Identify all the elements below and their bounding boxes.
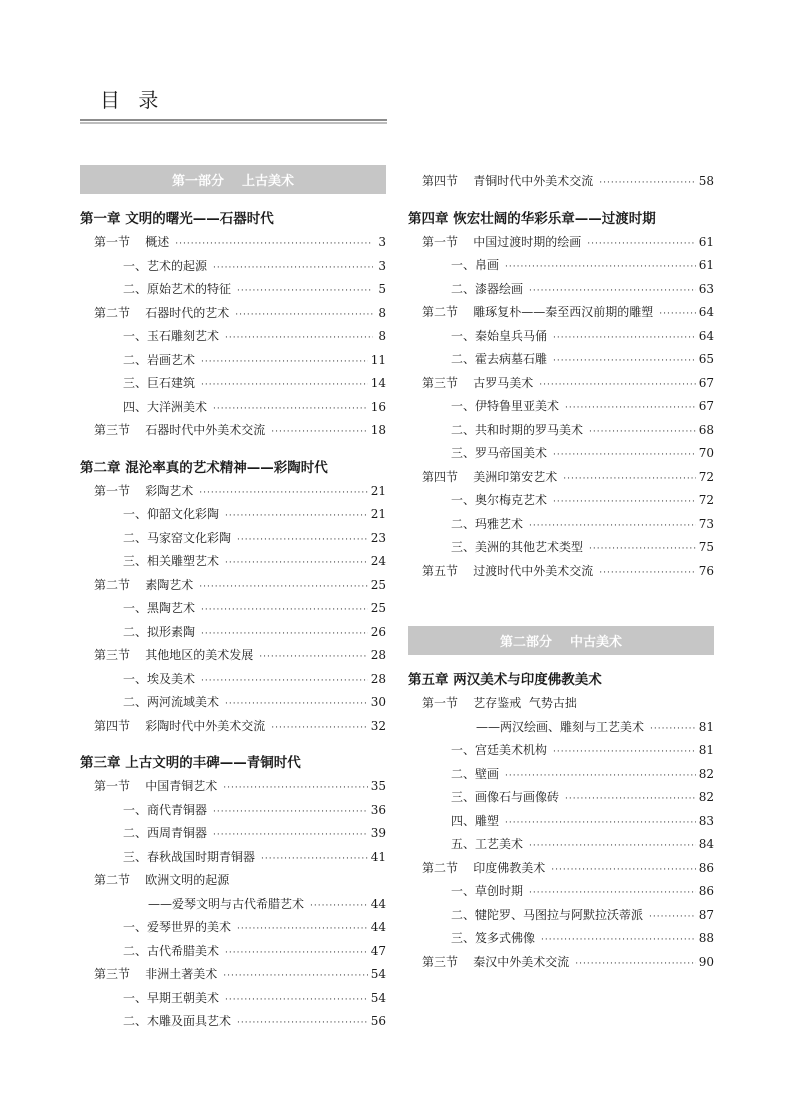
part-heading-label: 第一部分 上古美术 xyxy=(171,174,295,189)
page-number: 8 xyxy=(378,329,386,343)
entry-label: 三、巨石建筑 xyxy=(123,376,196,390)
dot-leader xyxy=(237,1012,368,1036)
toc-section-entry[interactable] xyxy=(80,775,386,799)
page-number: 21 xyxy=(370,507,386,521)
toc-subsection-entry[interactable] xyxy=(408,904,714,928)
entry-label: 二、西周青铜器 xyxy=(123,826,208,840)
entry-label: 一、早期王朝美术 xyxy=(123,990,220,1005)
dot-leader xyxy=(529,280,696,304)
toc-subsection-entry[interactable] xyxy=(80,503,386,527)
toc-subsection-entry[interactable] xyxy=(80,940,386,964)
toc-subsection-entry[interactable] xyxy=(80,255,386,279)
toc-subsection-entry[interactable] xyxy=(80,349,386,373)
page-number: 44 xyxy=(370,896,386,911)
entry-label: 一、宫廷美术机构 xyxy=(451,743,548,757)
entry-label: 第三节 秦汉中外美术交流 xyxy=(422,954,570,969)
entry-label: 第二节 印度佛教美术 xyxy=(422,860,546,875)
page-number: 84 xyxy=(698,837,714,851)
toc-subsection-entry[interactable] xyxy=(408,536,714,560)
page-number: 83 xyxy=(698,813,714,828)
page-number: 67 xyxy=(698,375,714,390)
page-number: 67 xyxy=(698,399,714,413)
part-spacer xyxy=(408,583,714,626)
dot-leader xyxy=(225,552,368,576)
dot-leader xyxy=(199,482,367,506)
chapter-heading[interactable]: 第一章 文明的曙光——石器时代 xyxy=(80,211,274,227)
page-number: 36 xyxy=(370,802,386,817)
page-number: 82 xyxy=(698,790,714,804)
page-number: 88 xyxy=(698,931,714,945)
page-number: 61 xyxy=(698,234,714,249)
page-number: 63 xyxy=(698,281,714,296)
toc-section-entry[interactable] xyxy=(80,644,386,668)
dot-leader xyxy=(575,953,695,977)
entry-label: 二、两河流域美术 xyxy=(123,695,220,709)
entry-label: 二、古代希腊美术 xyxy=(123,943,220,958)
entry-label: 一、艺术的起源 xyxy=(123,258,208,273)
dot-leader xyxy=(553,327,696,351)
page-number: 81 xyxy=(698,719,714,734)
page-number: 5 xyxy=(378,282,386,296)
dot-leader xyxy=(237,918,368,942)
page-number: 39 xyxy=(370,826,386,840)
entry-label: 五、工艺美术 xyxy=(451,837,524,851)
entry-label: 三、罗马帝国美术 xyxy=(451,446,548,460)
page-title: 目 录 xyxy=(100,88,165,112)
page-number: 44 xyxy=(370,920,386,934)
page-number: 64 xyxy=(698,328,714,343)
dot-leader xyxy=(223,965,367,989)
toc-subsection-entry[interactable] xyxy=(80,846,386,870)
toc-subsection-entry[interactable] xyxy=(80,278,386,302)
entry-label: 一、埃及美术 xyxy=(123,671,196,686)
toc-section-entry[interactable] xyxy=(408,170,714,194)
page-number: 41 xyxy=(370,849,386,864)
dot-leader xyxy=(599,562,695,586)
dot-leader xyxy=(541,929,696,953)
page-number: 28 xyxy=(370,671,386,686)
dot-leader xyxy=(201,351,368,375)
toc-section-entry[interactable] xyxy=(80,231,386,255)
dot-leader xyxy=(213,824,368,848)
chapter-heading[interactable]: 第四章 恢宏壮阔的华彩乐章——过渡时期 xyxy=(408,210,656,227)
toc-subtitle-entry[interactable] xyxy=(80,893,386,917)
page-number: 73 xyxy=(698,516,714,531)
entry-label: 一、秦始皇兵马俑 xyxy=(451,328,548,343)
toc-section-entry[interactable] xyxy=(80,715,386,739)
dot-leader xyxy=(589,538,696,562)
page-number: 61 xyxy=(698,258,714,272)
toc-subsection-entry[interactable] xyxy=(80,527,386,551)
toc-section-entry[interactable] xyxy=(408,560,714,584)
entry-label: 第四节 美洲印第安艺术 xyxy=(422,469,558,484)
entry-label: 二、木雕及面具艺术 xyxy=(123,1014,232,1028)
page-number: 81 xyxy=(698,743,714,757)
page-number: 3 xyxy=(378,258,386,273)
dot-leader xyxy=(505,256,696,280)
toc-section-entry[interactable] xyxy=(80,419,386,443)
dot-leader xyxy=(565,788,696,812)
page-number: 64 xyxy=(698,305,714,319)
page-number: 23 xyxy=(370,530,386,545)
page-number: 86 xyxy=(698,884,714,898)
page-number: 16 xyxy=(370,399,386,414)
page-number: 24 xyxy=(370,554,386,568)
page-number: 25 xyxy=(370,577,386,592)
dot-leader xyxy=(201,670,368,694)
page-number: 14 xyxy=(370,376,386,390)
toc-section-entry[interactable] xyxy=(80,963,386,987)
toc-subsection-entry[interactable] xyxy=(408,513,714,537)
toc-section-entry[interactable] xyxy=(408,372,714,396)
chapter-heading[interactable]: 第二章 混沦率真的艺术精神——彩陶时代 xyxy=(80,459,328,476)
page-number: 68 xyxy=(698,422,714,437)
dot-leader xyxy=(225,505,368,529)
toc-section-entry[interactable] xyxy=(80,869,386,893)
dot-leader xyxy=(199,576,367,600)
toc-left-column xyxy=(80,165,386,1034)
entry-label: 二、马家窑文化彩陶 xyxy=(123,530,232,545)
page-number: 90 xyxy=(698,954,714,969)
dot-leader xyxy=(599,172,695,196)
entry-label: 二、岩画艺术 xyxy=(123,352,196,367)
page-number: 82 xyxy=(698,766,714,781)
dot-leader xyxy=(553,491,696,515)
toc-section-entry[interactable] xyxy=(408,857,714,881)
entry-label: 三、美洲的其他艺术类型 xyxy=(451,540,584,554)
dot-leader xyxy=(505,812,696,836)
dot-leader xyxy=(235,304,373,328)
dot-leader xyxy=(213,801,368,825)
entry-label: 一、仰韶文化彩陶 xyxy=(123,507,220,521)
toc-subsection-entry[interactable] xyxy=(80,325,386,349)
dot-leader xyxy=(175,233,373,257)
entry-label: 一、商代青铜器 xyxy=(123,802,208,817)
toc-subsection-entry[interactable] xyxy=(80,1010,386,1034)
entry-label: 三、画像石与画像砖 xyxy=(451,790,560,804)
toc-subsection-entry[interactable] xyxy=(80,822,386,846)
entry-label: 第二节 石器时代的艺术 xyxy=(94,305,230,320)
entry-label: 二、漆器绘画 xyxy=(451,281,524,296)
toc-subtitle-entry[interactable] xyxy=(408,716,714,740)
page-number: 75 xyxy=(698,540,714,554)
entry-label: 第一节 中国过渡时期的绘画 xyxy=(422,234,582,249)
dot-leader xyxy=(271,421,367,445)
toc-section-entry[interactable] xyxy=(408,231,714,255)
toc-subsection-entry[interactable] xyxy=(80,987,386,1011)
toc-subsection-entry[interactable] xyxy=(80,668,386,692)
entry-label: 第一节 中国青铜艺术 xyxy=(94,779,218,793)
toc-subsection-entry[interactable] xyxy=(408,763,714,787)
entry-label: 第三节 其他地区的美术发展 xyxy=(94,648,254,662)
toc-section-entry[interactable] xyxy=(408,692,714,716)
page-number: 72 xyxy=(698,493,714,507)
toc-subsection-entry[interactable] xyxy=(80,691,386,715)
toc-subsection-entry[interactable] xyxy=(80,621,386,645)
toc-subsection-entry[interactable] xyxy=(80,597,386,621)
chapter-heading[interactable]: 第三章 上古文明的丰碑——青铜时代 xyxy=(80,755,301,771)
dot-leader xyxy=(201,623,368,647)
dot-leader xyxy=(225,942,368,966)
chapter-heading[interactable]: 第五章 两汉美术与印度佛教美术 xyxy=(408,672,602,688)
toc-subsection-entry[interactable] xyxy=(80,396,386,420)
entry-label: 一、帛画 xyxy=(451,258,500,272)
page-number: 11 xyxy=(370,352,386,367)
toc-subsection-entry[interactable] xyxy=(408,395,714,419)
page-number: 47 xyxy=(370,943,386,958)
entry-label: 第二节 雕琢复朴——秦至西汉前期的雕塑 xyxy=(422,305,654,319)
entry-label: 一、奥尔梅克艺术 xyxy=(451,493,548,507)
entry-label: 第三节 石器时代中外美术交流 xyxy=(94,423,266,437)
entry-label: 一、爱琴世界的美术 xyxy=(123,920,232,934)
page-number: 56 xyxy=(370,1014,386,1028)
toc-right-column xyxy=(408,170,714,974)
dot-leader xyxy=(553,444,696,468)
dot-leader xyxy=(310,895,368,919)
dot-leader xyxy=(261,848,368,872)
entry-label: 第二节 欧洲文明的起源 xyxy=(94,873,230,887)
dot-leader xyxy=(225,693,368,717)
dot-leader xyxy=(553,741,696,765)
entry-label: 二、壁画 xyxy=(451,766,500,781)
page-number: 35 xyxy=(370,779,386,793)
toc-subsection-entry[interactable] xyxy=(408,348,714,372)
toc-subsection-entry[interactable] xyxy=(408,442,714,466)
entry-label: 第一节 彩陶艺术 xyxy=(94,483,194,498)
dot-leader xyxy=(213,398,368,422)
dot-leader xyxy=(563,468,695,492)
toc-subsection-entry[interactable] xyxy=(408,810,714,834)
entry-label: ——爱琴文明与古代希腊艺术 xyxy=(148,896,305,911)
entry-label: 一、玉石雕刻艺术 xyxy=(123,329,220,343)
entry-label: 二、玛雅艺术 xyxy=(451,516,524,531)
part-heading xyxy=(408,626,714,655)
entry-label: 第三节 古罗马美术 xyxy=(422,375,534,390)
toc-subsection-entry[interactable] xyxy=(408,739,714,763)
dot-leader xyxy=(201,374,368,398)
dot-leader xyxy=(225,327,373,351)
toc-section-entry[interactable] xyxy=(408,301,714,325)
page-number: 21 xyxy=(370,483,386,498)
page-number: 86 xyxy=(698,860,714,875)
page-number: 28 xyxy=(370,648,386,662)
entry-label: 第一节 概述 xyxy=(94,235,170,249)
toc-subsection-entry[interactable] xyxy=(80,916,386,940)
dot-leader xyxy=(565,397,696,421)
entry-label: ——两汉绘画、雕刻与工艺美术 xyxy=(476,719,645,734)
dot-leader xyxy=(650,718,696,742)
toc-subsection-entry[interactable] xyxy=(408,278,714,302)
dot-leader xyxy=(659,303,695,327)
page-number: 54 xyxy=(370,967,386,981)
toc-section-entry[interactable] xyxy=(408,951,714,975)
toc-section-entry[interactable] xyxy=(408,466,714,490)
entry-label: 三、相关雕塑艺术 xyxy=(123,554,220,568)
entry-label: 第四节 青铜时代中外美术交流 xyxy=(422,174,594,188)
page-number: 54 xyxy=(370,990,386,1005)
toc-subsection-entry[interactable] xyxy=(408,786,714,810)
entry-label: 二、拟形素陶 xyxy=(123,624,196,639)
toc-section-entry[interactable] xyxy=(80,302,386,326)
entry-label: 第三节 非洲土著美术 xyxy=(94,967,218,981)
dot-leader xyxy=(529,882,696,906)
page-number: 87 xyxy=(698,907,714,922)
dot-leader xyxy=(649,906,696,930)
entry-label: 二、霍去病墓石雕 xyxy=(451,352,548,366)
dot-leader xyxy=(505,765,696,789)
part-heading-label: 第二部分 中古美术 xyxy=(499,635,623,650)
entry-label: 第一节 艺存鉴戒 气势古拙 xyxy=(422,696,577,710)
entry-label: 二、原始艺术的特征 xyxy=(123,282,232,296)
toc-subsection-entry[interactable] xyxy=(408,880,714,904)
page-number: 26 xyxy=(370,624,386,639)
toc-subsection-entry[interactable] xyxy=(80,372,386,396)
entry-label: 第四节 彩陶时代中外美术交流 xyxy=(94,718,266,733)
dot-leader xyxy=(223,777,367,801)
dot-leader xyxy=(213,257,373,281)
toc-subsection-entry[interactable] xyxy=(80,799,386,823)
dot-leader xyxy=(259,646,367,670)
entry-label: 一、草创时期 xyxy=(451,884,524,898)
toc-section-entry[interactable] xyxy=(80,480,386,504)
entry-label: 二、共和时期的罗马美术 xyxy=(451,422,584,437)
toc-subsection-entry[interactable] xyxy=(80,550,386,574)
dot-leader xyxy=(237,280,373,304)
title-divider xyxy=(80,119,387,124)
dot-leader xyxy=(271,717,367,741)
page-number: 18 xyxy=(370,423,386,437)
entry-label: 二、犍陀罗、马图拉与阿默拉沃蒂派 xyxy=(451,907,644,922)
page-number: 32 xyxy=(370,718,386,733)
toc-subsection-entry[interactable] xyxy=(408,927,714,951)
toc-subsection-entry[interactable] xyxy=(408,419,714,443)
page-number: 72 xyxy=(698,469,714,484)
entry-label: 三、春秋战国时期青铜器 xyxy=(123,849,256,864)
page-number: 65 xyxy=(698,352,714,366)
dot-leader xyxy=(201,599,368,623)
dot-leader xyxy=(539,374,695,398)
part-heading xyxy=(80,165,386,194)
entry-label: 一、伊特鲁里亚美术 xyxy=(451,399,560,413)
toc-subsection-entry[interactable] xyxy=(408,325,714,349)
toc-subsection-entry[interactable] xyxy=(408,254,714,278)
dot-leader xyxy=(529,835,696,859)
toc-subsection-entry[interactable] xyxy=(408,489,714,513)
toc-subsection-entry[interactable] xyxy=(408,833,714,857)
entry-label: 四、大洋洲美术 xyxy=(123,399,208,414)
page-number: 70 xyxy=(698,446,714,460)
entry-label: 四、雕塑 xyxy=(451,813,500,828)
page-number: 3 xyxy=(378,235,386,249)
dot-leader xyxy=(553,350,696,374)
page-number: 30 xyxy=(370,695,386,709)
entry-label: 三、笈多式佛像 xyxy=(451,931,536,945)
dot-leader xyxy=(551,859,695,883)
page-number: 8 xyxy=(378,305,386,320)
page-number: 76 xyxy=(698,563,714,578)
page-number: 25 xyxy=(370,601,386,615)
entry-label: 一、黑陶艺术 xyxy=(123,601,196,615)
dot-leader xyxy=(529,515,696,539)
dot-leader xyxy=(225,989,368,1013)
page-number: 58 xyxy=(698,174,714,188)
entry-label: 第二节 素陶艺术 xyxy=(94,577,194,592)
entry-label: 第五节 过渡时代中外美术交流 xyxy=(422,563,594,578)
dot-leader xyxy=(589,421,696,445)
dot-leader xyxy=(237,529,368,553)
toc-section-entry[interactable] xyxy=(80,574,386,598)
dot-leader xyxy=(587,233,695,257)
